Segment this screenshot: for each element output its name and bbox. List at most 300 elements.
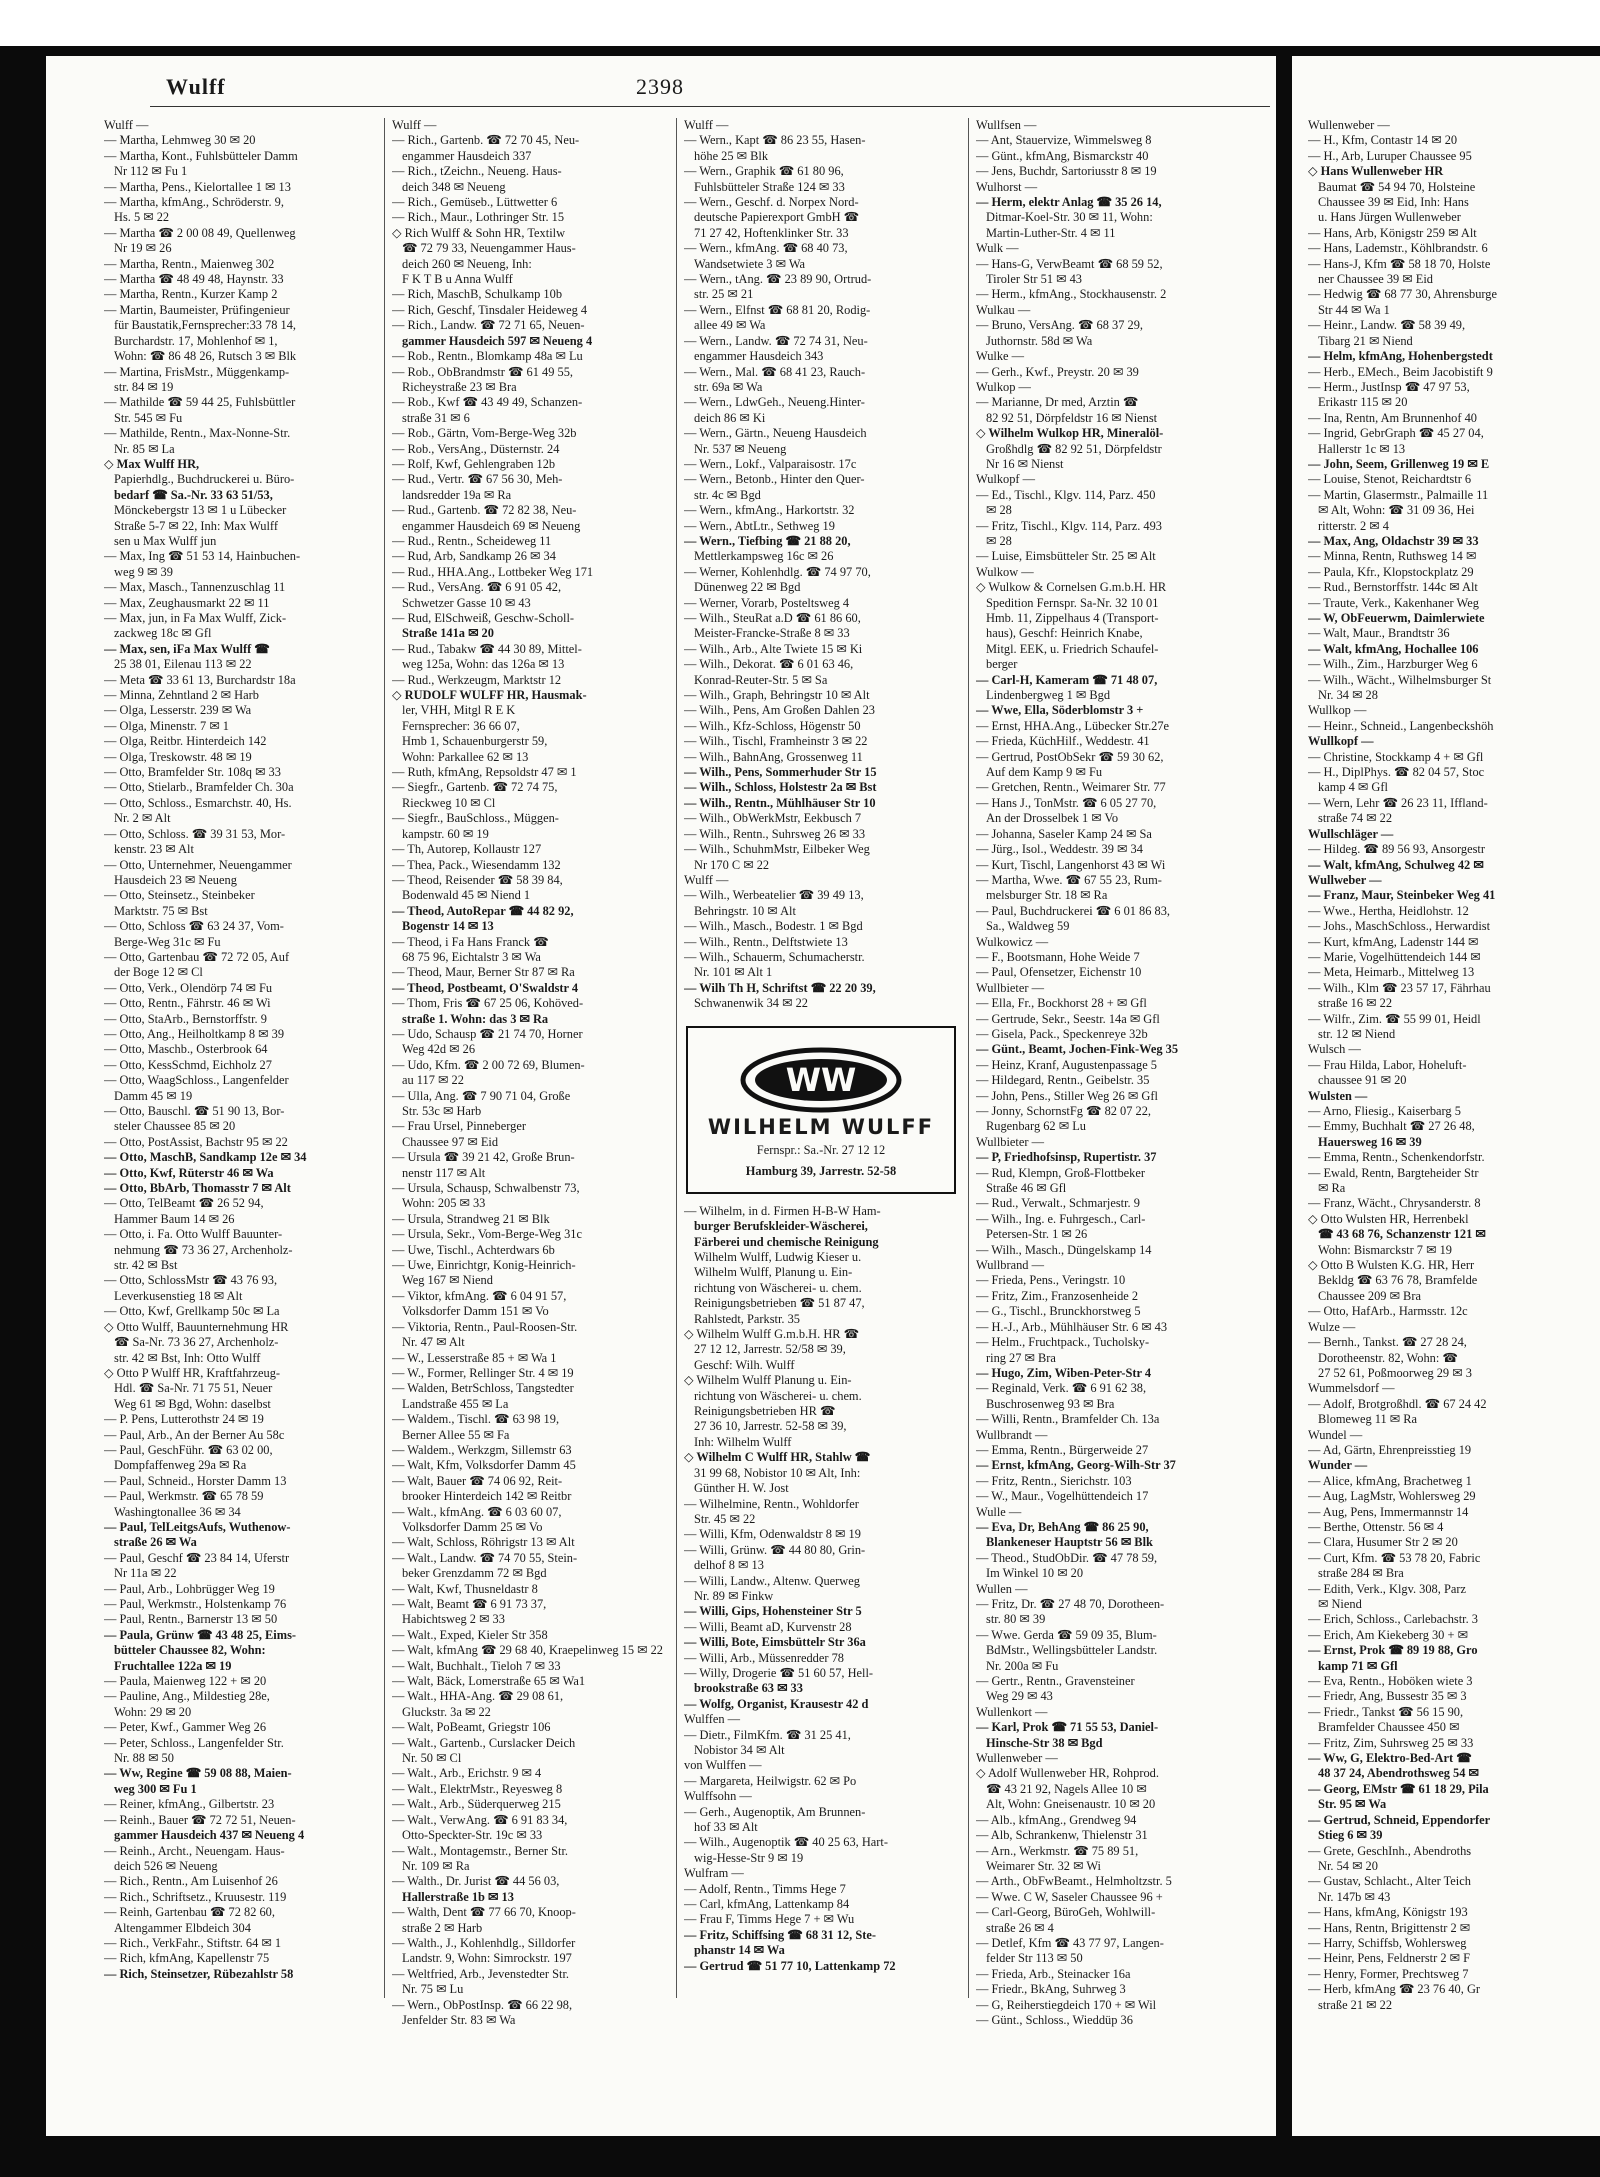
directory-entry: — Ruth, kfmAng, Repsoldstr 47 ✉ 1 bbox=[392, 765, 577, 780]
directory-entry: — Walt, Maur., Brandtstr 36 bbox=[1308, 626, 1450, 641]
directory-entry: — Günt., Beamt, Jochen-Fink-Weg 35 bbox=[976, 1042, 1179, 1057]
directory-entry: — Ella, Fr., Bockhorst 28 + ✉ Gfl bbox=[976, 996, 1147, 1011]
directory-entry: — Clara, Husumer Str 2 ✉ 20 bbox=[1308, 1535, 1458, 1550]
directory-entry: — Otto, HafArb., Harmsstr. 12c bbox=[1308, 1304, 1468, 1319]
directory-entry: — Frau F, Timms Hege 7 + ✉ Wu bbox=[684, 1912, 855, 1927]
directory-entry: Altengammer Elbdeich 304 bbox=[114, 1920, 251, 1935]
directory-entry: von Wulffen — bbox=[684, 1758, 762, 1773]
directory-entry: — Johs., MaschSchloss., Herwardist bbox=[1308, 919, 1491, 934]
directory-entry: — Siegfr., Gartenb. ☎ 72 74 75, bbox=[392, 780, 558, 795]
directory-entry: — Martha, Rentn., Maienweg 302 bbox=[104, 256, 275, 271]
directory-entry: Wullenkort — bbox=[976, 1704, 1048, 1719]
directory-entry: — Olga, Reitbr. Hinterdeich 142 bbox=[104, 734, 267, 749]
directory-entry: — Martha ☎ 48 49 48, Haynstr. 33 bbox=[104, 272, 284, 287]
directory-entry: Günther H. W. Jost bbox=[694, 1481, 789, 1496]
directory-entry: — Arth., ObFwBeamt., Helmholtzstr. 5 bbox=[976, 1874, 1172, 1889]
directory-entry: ☎ 43 21 92, Nagels Allee 10 ✉ bbox=[986, 1781, 1147, 1796]
page-number: 2398 bbox=[636, 74, 684, 99]
directory-entry: zackweg 18c ✉ Gfl bbox=[114, 626, 212, 641]
directory-entry: — Theod, Reisender ☎ 58 39 84, bbox=[392, 872, 563, 887]
directory-entry: Wohn: Parkallee 62 ✉ 13 bbox=[402, 749, 529, 764]
directory-entry: — H., Arb, Luruper Chaussee 95 bbox=[1308, 148, 1472, 163]
directory-entry: ◇ RUDOLF WULFF HR, Hausmak- bbox=[392, 688, 587, 703]
directory-entry: — Karl, Prok ☎ 71 55 53, Daniel- bbox=[976, 1720, 1159, 1735]
directory-entry: — Rich, Steinsetzer, Rübezahlstr 58 bbox=[104, 1966, 294, 1981]
directory-entry: str. 80 ✉ 39 bbox=[986, 1612, 1046, 1627]
directory-entry: — Olga, Lesserstr. 239 ✉ Wa bbox=[104, 703, 252, 718]
directory-entry: deich 348 ✉ Neueng bbox=[402, 179, 506, 194]
directory-entry: — Paula, Kfr., Klopstockplatz 29 bbox=[1308, 564, 1474, 579]
directory-entry: — Gertrude, Sekr., Seestr. 14a ✉ Gfl bbox=[976, 1011, 1160, 1026]
directory-entry: — Eva, Dr, BehAng ☎ 86 25 90, bbox=[976, 1519, 1149, 1534]
directory-entry: — Otto, StaArb., Bernstorffstr. 9 bbox=[104, 1011, 267, 1026]
directory-entry: — Max, sen, iFa Max Wulff ☎ bbox=[104, 641, 270, 656]
directory-entry: bütteler Chaussee 82, Wohn: bbox=[114, 1643, 266, 1658]
directory-entry: Nr 19 ✉ 26 bbox=[114, 241, 172, 256]
directory-entry: ☎ 43 68 76, Schanzenstr 121 ✉ bbox=[1318, 1227, 1486, 1242]
directory-entry: — Marianne, Dr med, Arztin ☎ bbox=[976, 395, 1139, 410]
directory-entry: Str 44 ✉ Wa 1 bbox=[1318, 302, 1390, 317]
directory-entry: Mitgl. EEK, u. Friedrich Schaufel- bbox=[986, 641, 1159, 656]
directory-entry: — Reinh, Gartenbau ☎ 72 82 60, bbox=[104, 1905, 275, 1920]
directory-entry: 82 92 51, Dörpfeldstr 16 ✉ Nienst bbox=[986, 410, 1158, 425]
directory-entry: — Friedr., Tankst ☎ 56 15 90, bbox=[1308, 1704, 1464, 1719]
directory-entry: — Arno, Fliesig., Kaiserbarg 5 bbox=[1308, 1104, 1461, 1118]
directory-entry: — Mathilde ☎ 59 44 25, Fuhlsbüttler bbox=[104, 395, 296, 410]
facing-page-column bbox=[1308, 118, 1598, 2013]
directory-entry: Hmb 1, Schauenburgerstr 59, bbox=[402, 734, 548, 749]
directory-entry: Blankeneser Hauptstr 56 ✉ Blk bbox=[986, 1535, 1153, 1550]
directory-entry: — Jürg., Isol., Weddestr. 39 ✉ 34 bbox=[976, 842, 1143, 857]
directory-entry: weg 300 ✉ Fu 1 bbox=[114, 1781, 197, 1796]
directory-entry: deich 526 ✉ Neueng bbox=[114, 1858, 218, 1873]
directory-entry: — Reinh., Bauer ☎ 72 72 51, Neuen- bbox=[104, 1812, 296, 1827]
header-rule bbox=[150, 106, 1270, 107]
directory-entry: — Wilh., Kfz-Schloss, Högenstr 50 bbox=[684, 718, 861, 733]
directory-entry: — Fritz, Schiffsing ☎ 68 31 12, Ste- bbox=[684, 1927, 876, 1942]
ad-company-name: WILHELM WULFF bbox=[707, 1114, 935, 1139]
directory-entry: — John, Pens., Stiller Weg 26 ✉ Gfl bbox=[976, 1088, 1158, 1103]
directory-entry: Hdl. ☎ Sa-Nr. 71 75 51, Neuer bbox=[114, 1381, 273, 1396]
directory-entry: — Max, Ing ☎ 51 53 14, Hainbuchen- bbox=[104, 549, 301, 564]
directory-entry: 31 99 68, Nobistor 10 ✉ Alt, Inh: bbox=[694, 1465, 861, 1480]
directory-entry: — Alb., kfmAng., Grendweg 94 bbox=[976, 1812, 1137, 1827]
directory-entry: — Rich., Gemüseb., Lüttwetter 6 bbox=[392, 195, 558, 210]
directory-entry: — Hugo, Zim, Wiben-Peter-Str 4 bbox=[976, 1365, 1152, 1380]
directory-entry: — Wern, Lehr ☎ 26 23 11, Iffland- bbox=[1308, 795, 1488, 810]
directory-entry: — Willi, Rentn., Bramfelder Ch. 13a bbox=[976, 1412, 1160, 1427]
directory-entry: 71 27 42, Hoftenklinker Str. 33 bbox=[694, 225, 849, 240]
directory-entry: F K T B u Anna Wulff bbox=[402, 272, 513, 287]
directory-entry: — Helm, kfmAng, Hohenbergstedt bbox=[1308, 349, 1493, 364]
directory-entry: Wullkop — bbox=[1308, 703, 1367, 718]
directory-entry: Str. 95 ✉ Wa bbox=[1318, 1797, 1387, 1812]
directory-entry: Wulsch — bbox=[1308, 1042, 1361, 1057]
directory-entry: — Wilh., Klm ☎ 23 57 17, Fährhau bbox=[1308, 980, 1491, 995]
directory-entry: — Paul, Buchdruckerei ☎ 6 01 86 83, bbox=[976, 903, 1171, 918]
directory-entry: Str. 545 ✉ Fu bbox=[114, 410, 183, 425]
directory-entry: — Rud., Tabakw ☎ 44 30 89, Mittel- bbox=[392, 641, 582, 656]
directory-entry: Bekldg ☎ 63 76 78, Bramfelde bbox=[1318, 1273, 1478, 1288]
directory-entry: ◇ Otto P Wulff HR, Kraftfahrzeug- bbox=[104, 1365, 281, 1380]
directory-entry: Hmb. 11, Zippelhaus 4 (Transport- bbox=[986, 611, 1159, 625]
directory-entry: Chaussee 97 ✉ Eid bbox=[402, 1134, 499, 1149]
directory-entry: — Walt, Bauer ☎ 74 06 92, Reit- bbox=[392, 1473, 563, 1488]
directory-entry: — Otto, Stielarb., Bramfelder Ch. 30a bbox=[104, 780, 294, 795]
directory-entry: Wunder — bbox=[1308, 1458, 1368, 1473]
directory-entry: burger Berufskleider-Wäscherei, bbox=[694, 1219, 868, 1234]
directory-entry: — Walt, PoBeamt, Griegstr 106 bbox=[392, 1720, 551, 1735]
directory-entry: — Walt., Montagemstr., Berner Str. bbox=[392, 1843, 569, 1858]
directory-entry: ☎ Sa-Nr. 73 36 27, Archenholz- bbox=[114, 1335, 279, 1350]
directory-entry: kamp 4 ✉ Gfl bbox=[1318, 780, 1388, 795]
directory-entry: Nr. 50 ✉ Cl bbox=[402, 1751, 462, 1766]
directory-entry: Hallerstr 1c ✉ 13 bbox=[1318, 441, 1406, 456]
directory-entry: — Walth., J., Kohlenhdlg., Silldorfer bbox=[392, 1935, 576, 1950]
directory-entry: — Otto, Steinsetz., Steinbeker bbox=[104, 888, 255, 903]
directory-entry: ◇ Otto Wulsten HR, Herrenbekl bbox=[1308, 1211, 1469, 1226]
directory-entry: — Dietr., FilmKfm. ☎ 31 25 41, bbox=[684, 1727, 851, 1742]
directory-entry: richtung von Wäscherei- u. chem. bbox=[694, 1388, 862, 1403]
directory-entry: — Viktor, kfmAng. ☎ 6 04 91 57, bbox=[392, 1288, 567, 1303]
directory-entry: — Wilh., Rentn., Suhrsweg 26 ✉ 33 bbox=[684, 826, 866, 841]
directory-entry: str. 4c ✉ Bgd bbox=[694, 487, 761, 502]
directory-entry: — Aug, LagMstr, Wohlersweg 29 bbox=[1308, 1489, 1476, 1504]
directory-entry: — Willi, Kfm, Odenwaldstr 8 ✉ 19 bbox=[684, 1527, 861, 1542]
directory-entry: — Rich., Schriftsetz., Kruusestr. 119 bbox=[104, 1889, 287, 1904]
directory-entry: Wulff — bbox=[104, 118, 149, 132]
directory-entry: Erikastr 115 ✉ 20 bbox=[1318, 395, 1408, 410]
directory-entry: für Baustatik,Fernsprecher:33 78 14, bbox=[114, 318, 297, 333]
directory-entry: — Wern., Kapt ☎ 86 23 55, Hasen- bbox=[684, 133, 866, 148]
directory-entry: Nr. 88 ✉ 50 bbox=[114, 1751, 174, 1766]
directory-entry: — Fritz, Tischl., Klgv. 114, Parz. 493 bbox=[976, 518, 1162, 533]
directory-entry: — Friedr, Ang, Bussestr 35 ✉ 3 bbox=[1308, 1689, 1467, 1704]
directory-entry: Berner Allee 55 ✉ Fa bbox=[402, 1427, 510, 1442]
directory-entry: — Wern., Geschf. d. Norpex Nord- bbox=[684, 195, 859, 210]
directory-entry: — Olga, Treskowstr. 48 ✉ 19 bbox=[104, 749, 252, 764]
directory-entry: — Rud., Vertr. ☎ 67 56 30, Meh- bbox=[392, 472, 563, 487]
directory-entry: — Detlef, Kfm ☎ 43 77 97, Langen- bbox=[976, 1935, 1164, 1950]
directory-entry: Nr. 85 ✉ La bbox=[114, 441, 175, 456]
directory-entry: Rahlstedt, Parkstr. 35 bbox=[694, 1311, 801, 1326]
directory-entry: ◇ Wulkow & Cornelsen G.m.b.H. HR bbox=[976, 580, 1167, 595]
directory-entry: str. 84 ✉ 19 bbox=[114, 379, 174, 394]
directory-entry: — Rud, Arb, Sandkamp 26 ✉ 34 bbox=[392, 549, 556, 564]
directory-entry: Rugenbarg 62 ✉ Lu bbox=[986, 1119, 1086, 1134]
directory-entry: — Jens, Buchdr, Sartoriusstr 8 ✉ 19 bbox=[976, 164, 1157, 179]
directory-entry: — Theod, Postbeamt, O'Swaldstr 4 bbox=[392, 980, 579, 995]
directory-entry: Otto-Speckter-Str. 19c ✉ 33 bbox=[402, 1828, 543, 1843]
directory-entry: — Walden, BetrSchloss, Tangstedter bbox=[392, 1381, 574, 1396]
directory-entry: — Otto, TelBeamt ☎ 26 52 94, bbox=[104, 1196, 264, 1211]
directory-entry: Wullschläger — bbox=[1308, 826, 1394, 841]
directory-entry: — Fritz, Zim, Suhrsweg 25 ✉ 33 bbox=[1308, 1735, 1474, 1750]
advertisement-wilhelm-wulff bbox=[686, 1026, 956, 1194]
directory-entry: — Hans, Lademstr., Köhlbrandstr. 6 bbox=[1308, 241, 1488, 256]
directory-entry: — Siegfr., BauSchloss., Müggen- bbox=[392, 811, 559, 826]
directory-entry: — Walt., Arb., Süderquerweg 215 bbox=[392, 1797, 561, 1812]
directory-entry: Damm 45 ✉ 19 bbox=[114, 1088, 193, 1103]
directory-entry: — Werner, Kohlenhdlg. ☎ 74 97 70, bbox=[684, 564, 871, 579]
directory-entry: — John, Seem, Grillenweg 19 ✉ E bbox=[1308, 456, 1490, 471]
directory-entry: Wohn: 29 ✉ 20 bbox=[114, 1704, 192, 1719]
directory-entry: — Wilhelmine, Rentn., Wohldorfer bbox=[684, 1496, 859, 1511]
directory-entry: — Ernst, Prok ☎ 89 19 88, Gro bbox=[1308, 1643, 1478, 1658]
column-divider bbox=[384, 118, 385, 1998]
directory-entry: — Wilh., Wächt., Wilhelmsburger St bbox=[1308, 672, 1492, 687]
directory-entry: — Ewald, Rentn, Bargteheider Str bbox=[1308, 1165, 1479, 1180]
directory-entry: — Theod, i Fa Hans Franck ☎ bbox=[392, 934, 549, 949]
directory-entry: ✉ Alt, Wohn: ☎ 31 09 36, Hei bbox=[1318, 503, 1475, 518]
directory-entry: — Paul, Geschf ☎ 23 84 14, Uferstr bbox=[104, 1550, 290, 1565]
directory-entry: Meister-Francke-Straße 8 ✉ 33 bbox=[694, 626, 850, 641]
directory-entry: — Paul, Werkmstr., Holstenkamp 76 bbox=[104, 1597, 287, 1611]
directory-entry: Dorotheenstr. 82, Wohn: ☎ bbox=[1318, 1350, 1458, 1365]
directory-column-4 bbox=[976, 118, 1250, 2028]
directory-entry: — Hans-G, VerwBeamt ☎ 68 59 52, bbox=[976, 256, 1163, 271]
directory-entry: Dünenweg 22 ✉ Bgd bbox=[694, 580, 801, 595]
directory-entry: — Kurt, Tischl, Langenhorst 43 ✉ Wi bbox=[976, 857, 1166, 872]
directory-entry: — Ulla, Ang. ☎ 7 90 71 04, Große bbox=[392, 1088, 571, 1103]
directory-entry: Auf dem Kamp 9 ✉ Fu bbox=[986, 765, 1103, 780]
directory-entry: — Paul, Arb., Lohbrügger Weg 19 bbox=[104, 1581, 275, 1596]
directory-entry: — Olga, Minenstr. 7 ✉ 1 bbox=[104, 718, 229, 733]
directory-entry: — Walt., Arb., Erichstr. 9 ✉ 4 bbox=[392, 1766, 542, 1781]
directory-entry: — Otto, Schloss ☎ 63 24 37, Vom- bbox=[104, 919, 284, 934]
directory-entry: — Wilh., BahnAng, Grossenweg 11 bbox=[684, 749, 863, 764]
directory-entry: Blomeweg 11 ✉ Ra bbox=[1318, 1412, 1418, 1427]
directory-entry: — Wern., Gärtn., Neueng Hausdeich bbox=[684, 426, 867, 441]
directory-entry: — Erich, Schloss., Carlebachstr. 3 bbox=[1308, 1612, 1478, 1627]
directory-entry: — Otto, Gartenbau ☎ 72 72 05, Auf bbox=[104, 949, 290, 964]
directory-entry: — Walt, kfmAng, Hochallee 106 bbox=[1308, 641, 1479, 656]
column-entries bbox=[104, 118, 378, 1982]
directory-entry: Straße 46 ✉ Gfl bbox=[986, 1181, 1067, 1196]
directory-entry: Tiroler Str 51 ✉ 43 bbox=[986, 272, 1082, 287]
directory-entry: — Günt., kfmAng, Bismarckstr 40 bbox=[976, 148, 1149, 163]
directory-entry: — Walt., kfmAng. ☎ 6 03 60 07, bbox=[392, 1504, 562, 1519]
directory-entry: — Wern., LdwGeh., Neueng.Hinter- bbox=[684, 395, 865, 410]
directory-entry: ◇ Adolf Wullenweber HR, Rohprod. bbox=[976, 1766, 1159, 1781]
directory-entry: Wummelsdorf — bbox=[1308, 1381, 1395, 1396]
directory-entry: — Gertr., Rentn., Gravensteiner bbox=[976, 1674, 1135, 1689]
directory-entry: — Gertrud ☎ 51 77 10, Lattenkamp 72 bbox=[684, 1958, 896, 1973]
directory-entry: — Werner, Vorarb, Posteltsweg 4 bbox=[684, 595, 850, 610]
directory-entry: Wullkopf — bbox=[1308, 734, 1374, 749]
directory-entry: — Rich., Landw. ☎ 72 71 65, Neuen- bbox=[392, 318, 585, 333]
directory-entry: Dompfaffenweg 29a ✉ Ra bbox=[114, 1458, 247, 1473]
directory-entry: Wundel — bbox=[1308, 1427, 1363, 1442]
directory-entry: — Thom, Fris ☎ 67 25 06, Kohöved- bbox=[392, 996, 584, 1011]
directory-entry: — Friedr., BkAng, Suhrweg 3 bbox=[976, 1982, 1126, 1997]
directory-entry: Straße 5-7 ✉ 22, Inh: Max Wulff bbox=[114, 518, 278, 533]
directory-entry: landsredder 19a ✉ Ra bbox=[402, 487, 512, 502]
directory-entry: — Rich., Rentn., Am Luisenhof 26 bbox=[104, 1874, 278, 1889]
directory-entry: Hauersweg 16 ✉ 39 bbox=[1318, 1134, 1422, 1149]
directory-entry: — Udo, Schausp ☎ 21 74 70, Horner bbox=[392, 1026, 583, 1041]
directory-entry: — Otto, Schloss. ☎ 39 31 53, Mor- bbox=[104, 826, 286, 841]
directory-entry: — Wilh., Werbeatelier ☎ 39 49 13, bbox=[684, 888, 864, 903]
directory-entry: — Gertrud, PostObSekr ☎ 59 30 62, bbox=[976, 749, 1164, 764]
directory-entry: — Wilh., SteuRat a.D ☎ 61 86 60, bbox=[684, 611, 861, 625]
directory-entry: delhof 8 ✉ 13 bbox=[694, 1558, 764, 1573]
directory-entry: — Rich, Geschf, Tinsdaler Heideweg 4 bbox=[392, 302, 588, 317]
directory-entry: Wullfsen — bbox=[976, 118, 1037, 132]
directory-entry: Weg 29 ✉ 43 bbox=[986, 1689, 1053, 1704]
directory-entry: brookstraße 63 ✉ 33 bbox=[694, 1681, 803, 1696]
ad-address: Hamburg 39, Jarrestr. 52-58 bbox=[745, 1164, 897, 1179]
directory-entry: — Wilh., Dekorat. ☎ 6 01 63 46, bbox=[684, 657, 854, 672]
directory-entry: kamp 71 ✉ Gfl bbox=[1318, 1658, 1398, 1673]
directory-entry: Wulk — bbox=[976, 241, 1019, 256]
directory-entry: — Rud., Gartenb. ☎ 72 82 38, Neu- bbox=[392, 503, 577, 518]
directory-entry: engammer Hausdeich 343 bbox=[694, 349, 824, 364]
directory-entry: — Paul, TelLeitgsAufs, Wuthenow- bbox=[104, 1519, 291, 1534]
directory-entry: — Ursula, Schausp, Schwalbenstr 73, bbox=[392, 1181, 580, 1196]
directory-entry: ritterstr. 2 ✉ 4 bbox=[1318, 518, 1389, 533]
directory-entry: — G., Tischl., Brunckhorstweg 5 bbox=[976, 1304, 1141, 1319]
directory-entry: Nr. 109 ✉ Ra bbox=[402, 1858, 470, 1873]
directory-entry: straße 2 ✉ Harb bbox=[402, 1920, 483, 1935]
directory-entry: — Wilh., Tischl, Framheinstr 3 ✉ 22 bbox=[684, 734, 868, 749]
directory-entry: Wulke — bbox=[976, 349, 1025, 364]
directory-entry: — Rob., Rentn., Blomkamp 48a ✉ Lu bbox=[392, 349, 583, 364]
directory-entry: — Wern., Betonb., Hinter den Quer- bbox=[684, 472, 865, 487]
directory-entry: engammer Hausdeich 69 ✉ Neueng bbox=[402, 518, 581, 533]
directory-entry: deich 86 ✉ Ki bbox=[694, 410, 766, 425]
directory-entry: — Wern., kfmAng. ☎ 68 40 73, bbox=[684, 241, 848, 256]
directory-entry: — H., Kfm, Contastr 14 ✉ 20 bbox=[1308, 133, 1458, 148]
directory-entry: Nr 112 ✉ Fu 1 bbox=[114, 164, 188, 179]
directory-entry: — Theod., StudObDir. ☎ 47 78 59, bbox=[976, 1550, 1158, 1565]
directory-entry: — Louise, Stenot, Reichardtstr 6 bbox=[1308, 472, 1472, 487]
scan-edge-top bbox=[46, 46, 1600, 56]
directory-entry: — Henry, Former, Prechtsweg 7 bbox=[1308, 1966, 1469, 1981]
directory-entry: — Martha, Lehmweg 30 ✉ 20 bbox=[104, 133, 256, 148]
directory-entry: — Otto, MaschB, Sandkamp 12e ✉ 34 bbox=[104, 1150, 307, 1165]
directory-entry: — Willi, Bote, Eimsbüttelr Str 36a bbox=[684, 1635, 866, 1650]
directory-entry: — Gerh., Augenoptik, Am Brunnen- bbox=[684, 1804, 866, 1819]
directory-entry: — Reinh., Archt., Neuengam. Haus- bbox=[104, 1843, 285, 1858]
directory-entry: — Wolfg, Organist, Krausestr 42 d bbox=[684, 1696, 869, 1711]
directory-entry: — Otto, Bauschl. ☎ 51 90 13, Bor- bbox=[104, 1104, 285, 1118]
directory-entry: — Wilh., Augenoptik ☎ 40 25 63, Hart- bbox=[684, 1835, 888, 1850]
directory-entry: — Wilh., Schloss, Holstestr 2a ✉ Bst bbox=[684, 780, 877, 795]
directory-entry: — Otto, Rentn., Fährstr. 46 ✉ Wi bbox=[104, 996, 271, 1011]
directory-entry: ◇ Otto Wulff, Bauunternehmung HR bbox=[104, 1319, 289, 1334]
directory-entry: steler Chaussee 85 ✉ 20 bbox=[114, 1119, 236, 1134]
directory-entry: — Wern., Elfnst ☎ 68 81 20, Rodig- bbox=[684, 302, 871, 317]
directory-entry: — Wern., Graphik ☎ 61 80 96, bbox=[684, 164, 844, 179]
directory-entry: ◇ Max Wulff HR, bbox=[104, 456, 200, 471]
directory-entry: ner Chaussee 39 ✉ Eid bbox=[1318, 272, 1433, 287]
directory-entry: — Carl-Georg, BüroGeh, Wohlwill- bbox=[976, 1905, 1156, 1920]
directory-entry: Fruchtallee 122a ✉ 19 bbox=[114, 1658, 232, 1673]
directory-entry: felder Str 113 ✉ 50 bbox=[986, 1951, 1083, 1966]
directory-entry: — Wilh., Arb., Alte Twiete 15 ✉ Ki bbox=[684, 641, 863, 656]
directory-entry: — Paul, Schneid., Horster Damm 13 bbox=[104, 1473, 287, 1488]
directory-entry: — Alb, Schrankenw, Thielenstr 31 bbox=[976, 1828, 1148, 1843]
directory-entry: — Walt., Exped, Kieler Str 358 bbox=[392, 1627, 548, 1642]
directory-entry: — Heinz, Kranf, Augustenpassage 5 bbox=[976, 1057, 1157, 1072]
directory-entry: — Wern., AbtLtr., Sethweg 19 bbox=[684, 518, 835, 533]
directory-entry: — Paul, Ofensetzer, Eichenstr 10 bbox=[976, 965, 1142, 980]
directory-entry: — Martha, Rentn., Kurzer Kamp 2 bbox=[104, 287, 278, 302]
directory-entry: Str. 53c ✉ Harb bbox=[402, 1104, 482, 1118]
directory-entry: Wulle — bbox=[976, 1504, 1022, 1519]
directory-entry: — Thea, Pack., Wiesendamm 132 bbox=[392, 857, 561, 872]
directory-entry: Wullbrand — bbox=[976, 1258, 1044, 1273]
directory-entry: — Heinr., Landw. ☎ 58 39 49, bbox=[1308, 318, 1466, 333]
directory-entry: Mettlerkampsweg 16c ✉ 26 bbox=[694, 549, 834, 564]
directory-entry: Tibarg 21 ✉ Niend bbox=[1318, 333, 1413, 348]
directory-entry: — Paula, Maienweg 122 + ✉ 20 bbox=[104, 1674, 267, 1689]
directory-entry: — Hildegard, Rentn., Geibelstr. 35 bbox=[976, 1073, 1150, 1088]
column-entries bbox=[976, 118, 1250, 2028]
directory-entry: — Otto, BbArb, Thomasstr 7 ✉ Alt bbox=[104, 1181, 291, 1196]
directory-entry: 27 52 61, Poßmoorweg 29 ✉ 3 bbox=[1318, 1365, 1472, 1380]
directory-entry: str. 42 ✉ Bst, Inh: Otto Wulff bbox=[114, 1350, 261, 1365]
directory-entry: — Walt, Kfm, Volksdorfer Damm 45 bbox=[392, 1458, 576, 1473]
directory-entry: — Fritz, Dr. ☎ 27 48 70, Dorotheen- bbox=[976, 1597, 1165, 1611]
directory-entry: — Ww, G, Elektro-Bed-Art ☎ bbox=[1308, 1751, 1472, 1766]
directory-entry: — Meta, Heimarb., Mittelweg 13 bbox=[1308, 965, 1475, 980]
directory-entry: Nr. 34 ✉ 28 bbox=[1318, 688, 1378, 703]
directory-entry: — Rich., tZeichn., Neueng. Haus- bbox=[392, 164, 562, 179]
directory-entry: berger bbox=[986, 657, 1018, 672]
directory-entry: — Grete, GeschInh., Abendroths bbox=[1308, 1843, 1472, 1858]
directory-entry: hof 33 ✉ Alt bbox=[694, 1820, 758, 1835]
directory-entry: — Walth., Dr. Jurist ☎ 44 56 03, bbox=[392, 1874, 560, 1889]
directory-entry: — Wwe., Hertha, Heidlohstr. 12 bbox=[1308, 903, 1469, 918]
directory-entry: Weg 167 ✉ Niend bbox=[402, 1273, 493, 1288]
directory-entry: ◇ Hans Wullenweber HR bbox=[1308, 164, 1444, 179]
directory-entry: Volksdorfer Damm 25 ✉ Vo bbox=[402, 1519, 543, 1534]
directory-entry: ◇ Wilhelm C Wulff HR, Stahlw ☎ bbox=[684, 1450, 871, 1465]
directory-entry: — Uwe, Einrichtgr, Konig-Heinrich- bbox=[392, 1258, 576, 1273]
directory-entry: — Otto, PostAssist, Bachstr 95 ✉ 22 bbox=[104, 1134, 288, 1149]
directory-entry: — Wilh., Schauerm, Schumacherstr. bbox=[684, 949, 865, 964]
directory-entry: — Rich., VerkFahr., Stiftstr. 64 ✉ 1 bbox=[104, 1935, 282, 1950]
directory-entry: straße 31 ✉ 6 bbox=[402, 410, 470, 425]
directory-entry: Wullbieter — bbox=[976, 980, 1044, 995]
directory-entry: Wullbrandt — bbox=[976, 1427, 1048, 1442]
column-entries bbox=[684, 118, 958, 1012]
directory-entry: ✉ 28 bbox=[986, 533, 1012, 548]
directory-entry: Rieckweg 10 ✉ Cl bbox=[402, 795, 496, 810]
directory-entry: ✉ 28 bbox=[986, 503, 1012, 518]
directory-entry: — Theod, AutoRepar ☎ 44 82 92, bbox=[392, 903, 574, 918]
directory-entry: — Wilfr., Zim. ☎ 55 99 01, Heidl bbox=[1308, 1011, 1481, 1026]
directory-entry: — Martha ☎ 2 00 08 49, Quellenweg bbox=[104, 225, 296, 240]
directory-entry: — Peter, Kwf., Gammer Weg 26 bbox=[104, 1720, 267, 1735]
directory-entry: Weg 61 ✉ Bgd, Wohn: daselbst bbox=[114, 1396, 271, 1411]
directory-entry: — Wilhelm, in d. Firmen H-B-W Ham- bbox=[684, 1203, 881, 1218]
directory-entry: 48 37 24, Abendrothsweg 54 ✉ bbox=[1318, 1766, 1479, 1781]
directory-entry: Im Winkel 10 ✉ 20 bbox=[986, 1566, 1084, 1581]
directory-entry: Martin-Luther-Str. 4 ✉ 11 bbox=[986, 225, 1116, 240]
directory-entry: Weimarer Str. 32 ✉ Wi bbox=[986, 1858, 1101, 1873]
directory-entry: 25 38 01, Eilenau 113 ✉ 22 bbox=[114, 657, 252, 672]
directory-entry: — Martin, Baumeister, Prüfingenieur bbox=[104, 302, 290, 317]
directory-entry: — Rich., Gartenb. ☎ 72 70 45, Neu- bbox=[392, 133, 580, 148]
directory-entry: weg 125a, Wohn: das 126a ✉ 13 bbox=[402, 657, 565, 672]
directory-entry: Landstr. 9, Wohn: Simrockstr. 197 bbox=[402, 1951, 572, 1966]
directory-entry: — Ed., Tischl., Klgv. 114, Parz. 450 bbox=[976, 487, 1156, 502]
directory-entry: str. 12 ✉ Niend bbox=[1318, 1026, 1396, 1041]
scan-edge-left bbox=[0, 46, 46, 2136]
